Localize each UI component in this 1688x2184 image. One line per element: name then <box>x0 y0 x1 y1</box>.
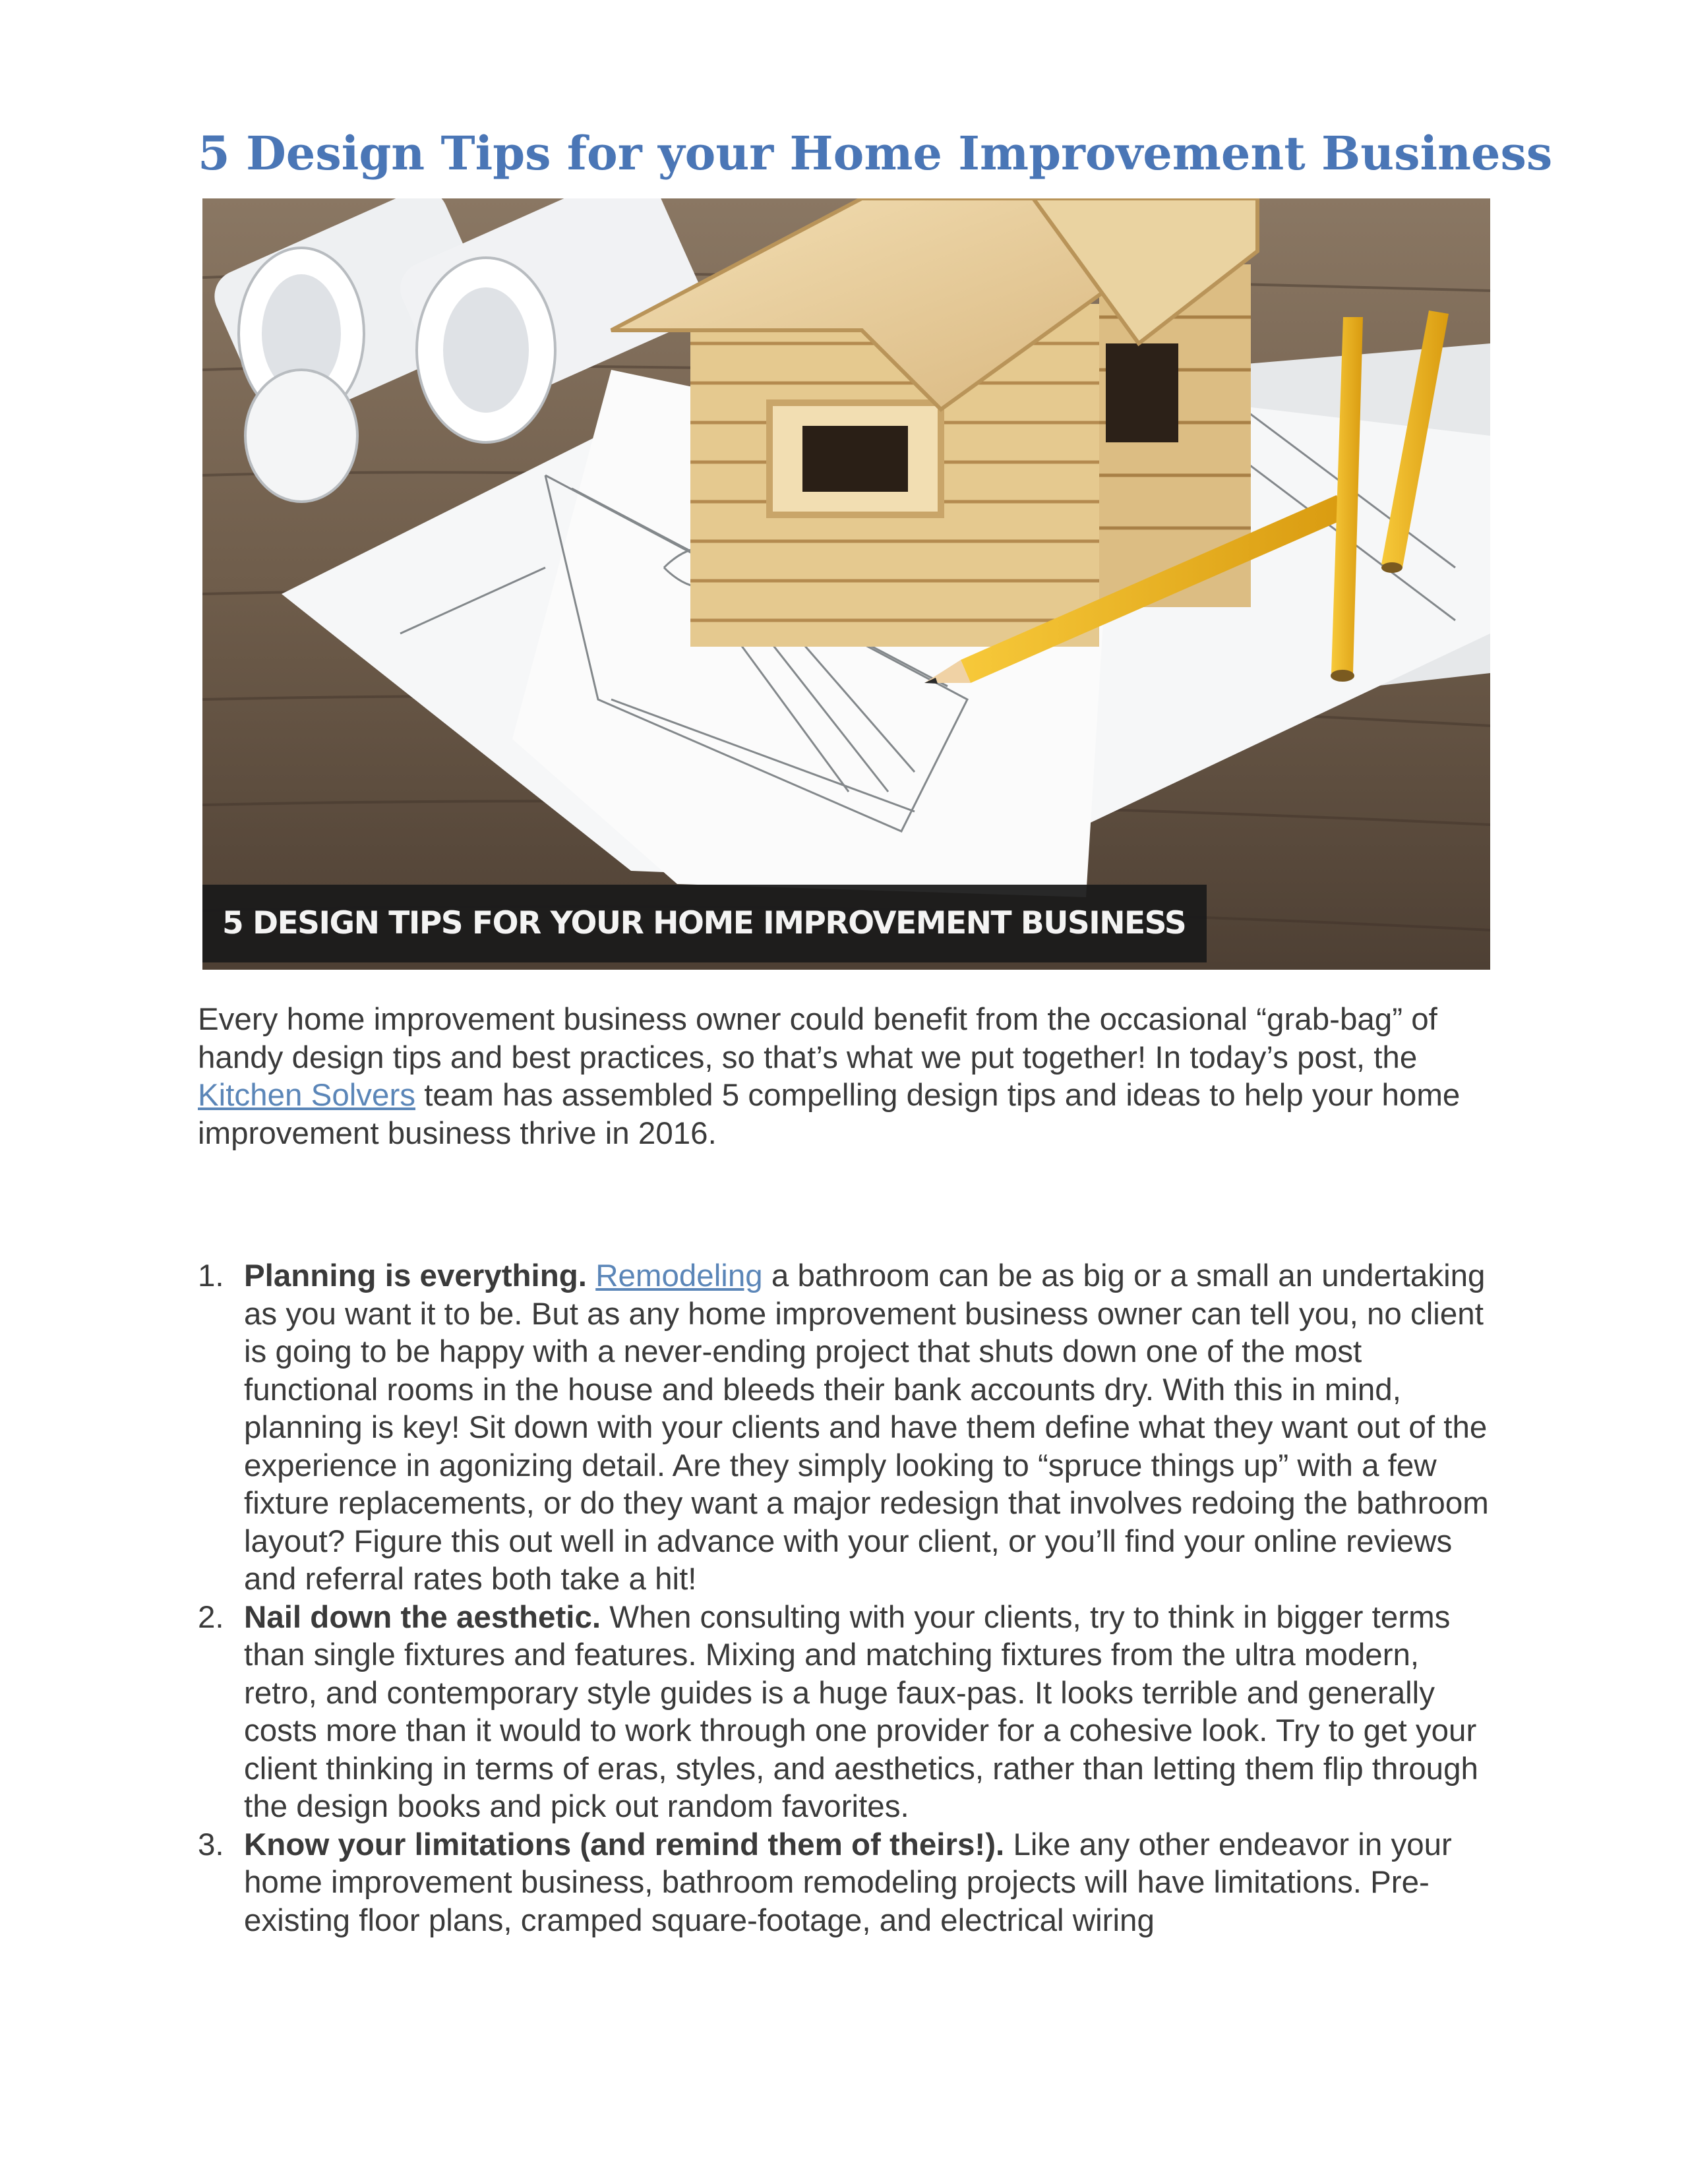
remodeling-link[interactable]: Remodeling <box>595 1258 763 1293</box>
hero-banner <box>202 885 1207 962</box>
tip-number: 1. <box>198 1258 224 1293</box>
tip-body: Like any other endeavor in your home improvement business, bathroom remodeling projects will have limitations. Pre-existing floor plans, cramped square-footage, and electrical wiring <box>244 1827 1452 1938</box>
list-item-tip-1 <box>198 1257 1490 1599</box>
list-item-tip-3 <box>198 1826 1490 1940</box>
tip-number: 2. <box>198 1599 224 1635</box>
tip-body: a bathroom can be as big or a small an undertaking as you want it to be. But as any home improvement business owner can tell you, no client is going to be happy with a never-ending project that shuts down one of the most functional rooms in the house and bleeds their bank accounts dry. With this in mind, planning is key! Sit down with your clients and have them define what they want out of the experience in agonizing detail. Are they simply looking to “spruce things up” with a few fixture replacements, or do they want a major redesign that involves redoing the bathroom layout? Figure this out well in advance with your client, or you’ll find your online reviews and referral rates both take a hit! <box>244 1258 1489 1597</box>
hero-image <box>202 198 1490 970</box>
page-title: 5 Design Tips for your Home Improvement Business <box>198 126 1553 181</box>
kitchen-solvers-link[interactable]: Kitchen Solvers <box>198 1078 416 1113</box>
intro-text-start: Every home improvement business owner could benefit from the occasional “grab-bag” of handy design tips and best practices, so that’s what we put together! In today’s post, the <box>198 1002 1437 1075</box>
tip-heading: Nail down the aesthetic. <box>244 1599 601 1635</box>
tips-list <box>198 1257 1490 1939</box>
tip-number: 3. <box>198 1827 224 1862</box>
tip-heading: Know your limitations (and remind them of theirs!). <box>244 1827 1005 1862</box>
intro-paragraph <box>198 1001 1490 1152</box>
hero-banner-text: 5 DESIGN TIPS FOR YOUR HOME IMPROVEMENT BUSINESS <box>222 905 1186 941</box>
intro-text-end: team has assembled 5 compelling design tips and ideas to help your home improvement business thrive in 2016. <box>198 1078 1461 1151</box>
hero-illustration <box>202 198 1490 970</box>
list-item-tip-2 <box>198 1599 1490 1826</box>
tip-heading: Planning is everything. <box>244 1258 587 1293</box>
tip-body: When consulting with your clients, try to think in bigger terms than single fixtures and features. Mixing and matching fixtures from the ultra modern, retro, and contemporary style guides is a huge faux-pas. It looks terrible and generally costs more than it would to work through one provider for a cohesive look. Try to get your client thinking in terms of eras, styles, and aesthetics, rather than letting them flip through the design books and pick out random favorites. <box>244 1599 1478 1824</box>
